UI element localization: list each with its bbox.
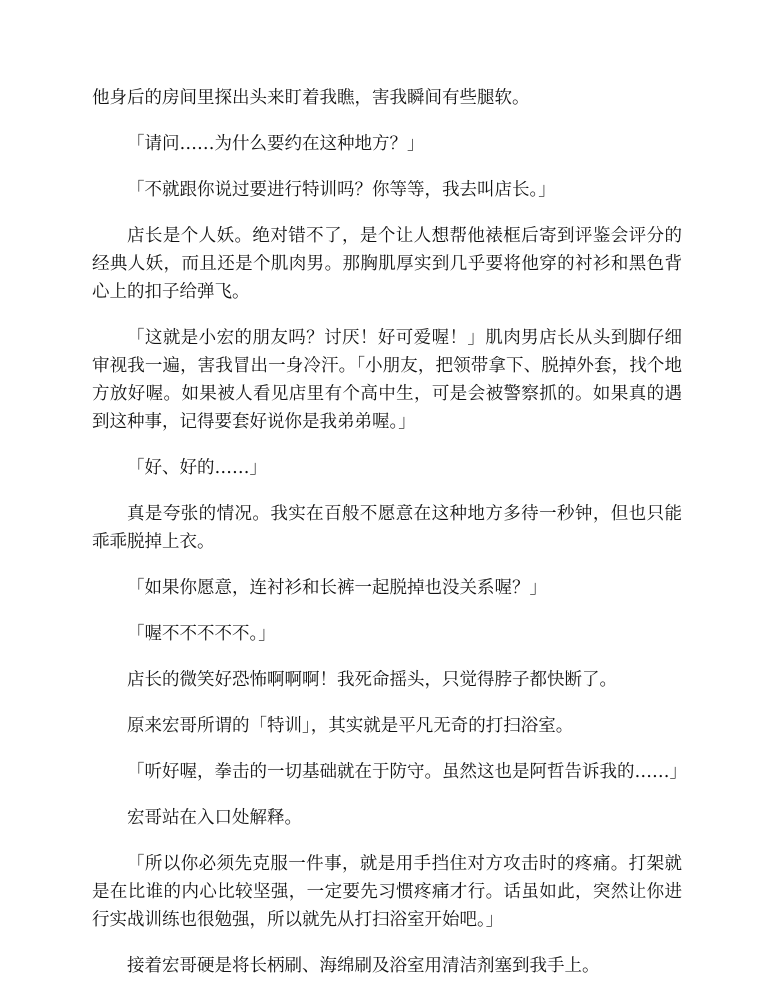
paragraph-9: 「喔不不不不不。」 [127, 624, 276, 644]
paragraph-4: 店长是个人妖。绝对错不了，是个让人想帮他裱框后寄到评鉴会评分的经典人妖，而且还是个肌肉男。那胸肌厚实到几乎要将他穿的衬衫和黑色背心上的扣子给弹飞。 [92, 226, 682, 302]
document-page [92, 84, 687, 998]
paragraph-13: 宏哥站在入口处解释。 [127, 808, 302, 828]
paragraph-7: 真是夸张的情况。我实在百般不愿意在这种地方多待一秒钟，但也只能乖乖脱掉上衣。 [92, 504, 682, 552]
paragraph-14: 「所以你必须先克服一件事，就是用手挡住对方攻击时的疼痛。打架就是在比谁的内心比较坚强，一定要先习惯疼痛才行。话虽如此，突然让你进行实战训练也很勉强，所以就先从打扫浴室开始吧。」 [92, 854, 682, 930]
paragraph-10: 店长的微笑好恐怖啊啊啊！我死命摇头，只觉得脖子都快断了。 [127, 670, 617, 690]
paragraph-12: 「听好喔，拳击的一切基础就在于防守。虽然这也是阿哲告诉我的……」 [127, 762, 687, 782]
paragraph-11: 原来宏哥所谓的「特训」，其实就是平凡无奇的打扫浴室。 [127, 716, 574, 736]
paragraph-3: 「不就跟你说过要进行特训吗？你等等，我去叫店长。」 [127, 180, 556, 200]
paragraph-15: 接着宏哥硬是将长柄刷、海绵刷及浴室用清洁剂塞到我手上。 [127, 956, 600, 976]
paragraph-8: 「如果你愿意，连衬衫和长裤一起脱掉也没关系喔？」 [127, 578, 547, 598]
paragraph-5: 「这就是小宏的朋友吗？讨厌！好可爱喔！」肌肉男店长从头到脚仔细审视我一遍，害我冒出一身冷汗。「小朋友，把领带拿下、脱掉外套，找个地方放好喔。如果被人看见店里有个高中生，可是会被警察抓的。如果真的遇到这种事，记得要套好说你是我弟弟喔。」 [92, 328, 682, 432]
paragraph-6: 「好、好的……」 [127, 458, 267, 478]
paragraph-1: 他身后的房间里探出头来盯着我瞧，害我瞬间有些腿软。 [92, 88, 530, 108]
paragraph-2: 「请问……为什么要约在这种地方？」 [127, 134, 425, 154]
